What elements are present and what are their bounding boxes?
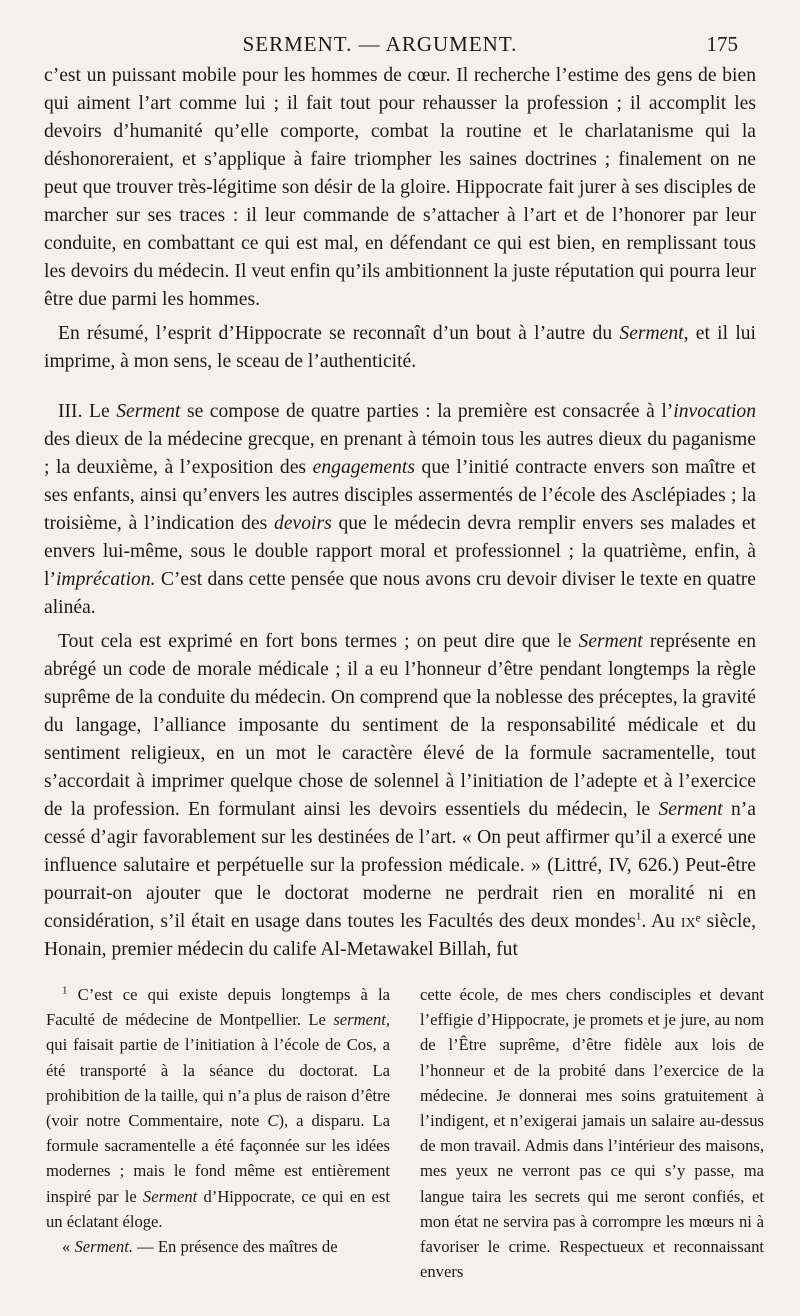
footnote-reference[interactable]: 1 [635,910,642,923]
main-text [44,62,756,964]
running-head [0,32,800,58]
footnote-1: $^1$ C’est ce qui existe depuis longtemps à la Faculté de médecine de Montpellier. Le serment, qui faisait partie de l’initiation à l’école de Cos, a été transporté à la séance du doctorat. La prohibition de la taille, qui n’a plus de raison d’être (voir notre Commentaire, note C), a disparu. La formule sacramentelle a été façonnée sur les idées modernes ; mais le fond même est entièrement inspiré par le Serment d’Hippocrate, ce qui en est un éclatant éloge. [46,984,391,1231]
emphasis: Serment [578,631,643,652]
emphasis: invocation [673,401,756,422]
paragraph-section-iii: III. Le Serment se compose de quatre parties : la première est consacrée à l’invocation des dieux de la médecine grecque, en prenant à témoin tous les autres dieux du paganisme ; la deuxième, à l’exposition des engagements que l’initié contracte envers son maître et ses enfants, ainsi qu’envers les autres disciples assermentés de l’école des Asclépiades ; la troisième, à l’indication des devoirs que le médecin devra remplir envers ses malades et envers lui-même, sous le double rapport moral et professionnel ; la quatrième, enfin, à l’imprécation. C’est dans cette pensée que nous avons cru devoir diviser le texte en quatre alinéa. [44,401,756,618]
footnote-marker: 1 [62,984,68,997]
emphasis: devoirs [274,513,332,534]
footnote-column-left [46,982,390,1259]
paragraph-continued: c’est un puissant mobile pour les hommes de cœur. Il recherche l’estime des gens de bien qui aiment l’art comme lui ; il fait tout pour rehausser la profession ; il accomplit les devoirs d’humanité qu’elle comporte, combat la routine et le charlatanisme qui la déshonoreraient, et s’applique à faire triompher les saines doctrines ; finalement on ne peut que trouver très-légitime son désir de la gloire. Hippocrate fait jurer à ses disciples de marcher sur ses traces : il leur commande de s’attacher à l’art et de l’honorer par leur conduite, en combattant ce qui est mal, en défendant ce qui est bien, en remplissant tous les devoirs du médecin. Il veut enfin qu’ils ambitionnent la juste réputation qui pourra leur être due parmi les hommes. [44,65,756,310]
emphasis: Serment, [619,323,689,344]
footnote-serment-quote: « Serment. — En présence des maîtres de [62,1237,338,1257]
page-number: 175 [706,32,738,56]
paragraph-resume: En résumé, l’esprit d’Hippocrate se reconnaît d’un bout à l’autre du Serment, et il lui imprime, à mon sens, le sceau de l’authenticité. [44,323,756,372]
emphasis: engagements [312,457,415,478]
paragraph-code-morale: Tout cela est exprimé en fort bons termes ; on peut dire que le Serment représente en abrégé un code de morale médicale ; il a eu l’honneur d’être pendant longtemps la règle suprême de la conduite du médecin. On comprend que la noblesse des préceptes, la gravité du langage, l’alliance imposante du sentiment de la responsabilité médicale et du sentiment religieux, en un mot le caractère élevé de la formule sacramentelle, tout s’accordait à imprimer quelque chose de solennel à l’initiation de l’adepte et à l’exercice de la profession. En formulant ainsi les devoirs essentiels du médecin, le Serment n’a cessé d’agir favorablement sur les destinées de l’art. « On peut affirmer qu’il a exercé une influence salutaire et perpétuelle sur la profession médicale. » (Littré, IV, 626.) Peut-être pourrait-on ajouter que le doctorat moderne ne perdrait rien en moralité ni en considération, s’il était en usage dans toutes les Facultés des deux mondes$^1$. Au ixᵉ siècle, Honain, premier médecin du calife Al-Metawakel Billah, fut [44,631,757,960]
footnote-column-right [420,982,764,1284]
emphasis: Serment [116,401,181,422]
emphasis: imprécation. [55,569,156,590]
running-title: SERMENT. — ARGUMENT. [242,32,518,56]
footnote-serment-continued: cette école, de mes chers condisciples et devant l’effigie d’Hippocrate, je promets et je jure, au nom de l’Être suprême, d’être fidèle aux lois de l’honneur et de la probité dans l’exercice de la médecine. Je donnerai mes soins gratuitement à l’indigent, et n’exigerai jamais un salaire au-dessus de mon travail. Admis dans l’intérieur des maisons, mes yeux ne verront pas ce qui s’y passe, ma langue taira les secrets qui me seront confiés, et mon état ne servira pas à corrompre les mœurs ni à favoriser le crime. Respectueux et reconnaissant envers [420,985,764,1282]
emphasis: Serment [658,799,723,820]
century-numeral: ixᵉ [680,911,701,932]
